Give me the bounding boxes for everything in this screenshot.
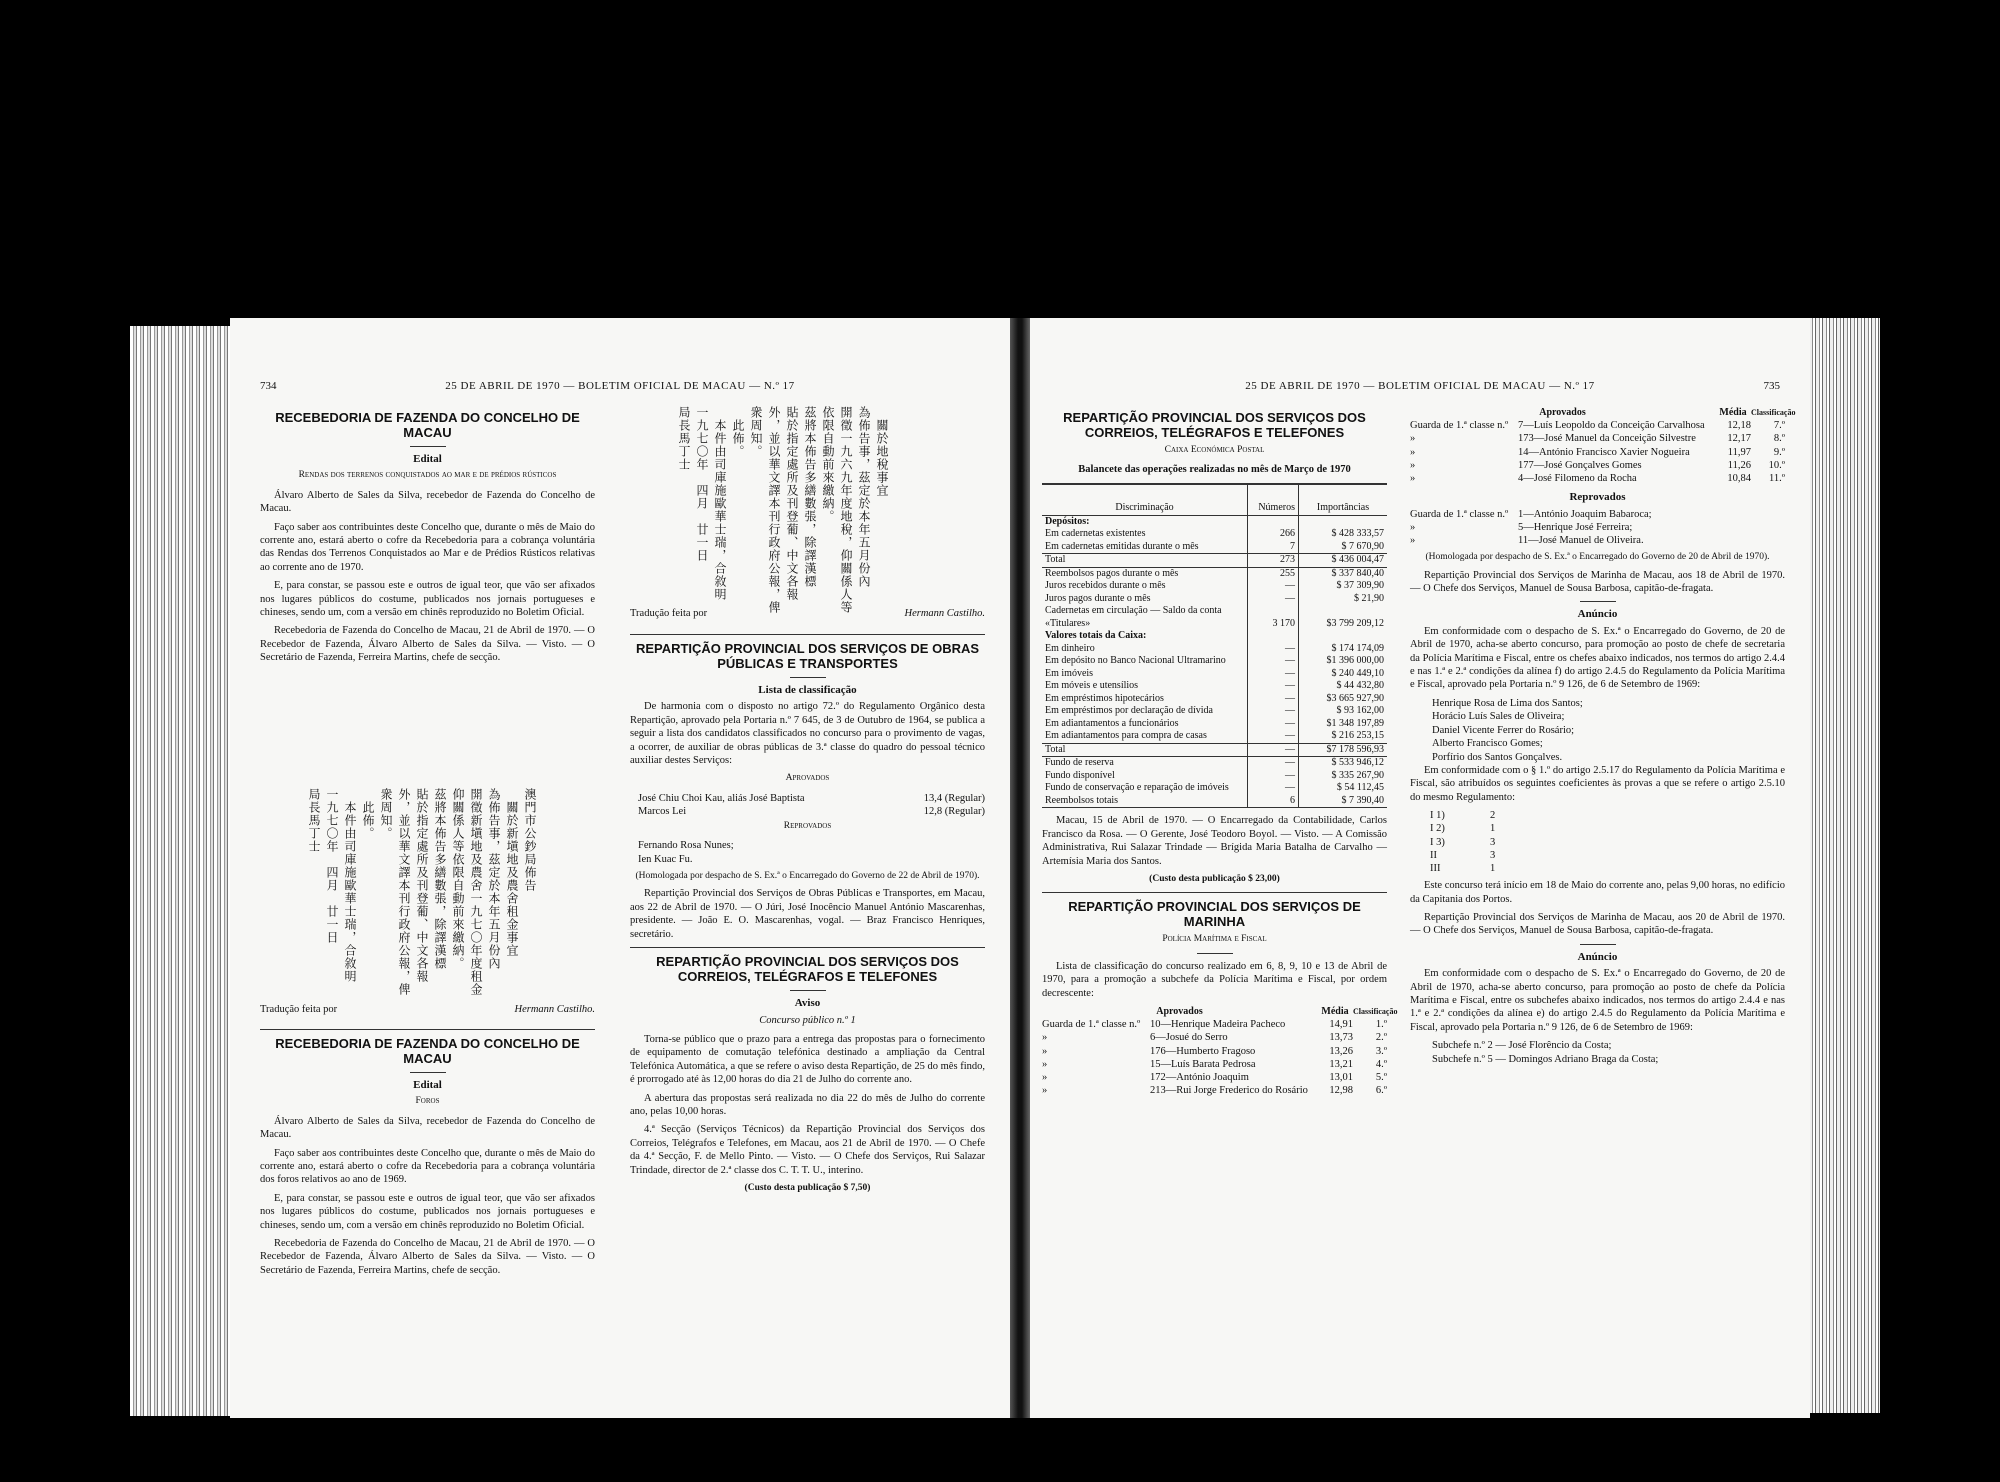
col-classificacao: Classificação	[1353, 1006, 1398, 1016]
divider	[790, 990, 826, 991]
balance-description: Juros recebidos durante o mês	[1045, 580, 1166, 592]
notice2-p2: Faço saber aos contribuintes deste Concelho que, durante o mês de Maio do corrente ano, estará aberto o cofre da Recebedoria para a cobrança voluntária dos foros relativos ao ano de 1969.	[260, 1147, 595, 1186]
balance-description: Fundo de reserva	[1042, 757, 1248, 770]
approved-row	[630, 792, 985, 805]
guard-rank: »	[1410, 433, 1416, 445]
balance-description: Em depósito no Banco Nacional Ultramarino	[1045, 655, 1226, 667]
balance-number: 3 170	[1248, 605, 1299, 630]
guard-classification: 10.º	[1768, 459, 1785, 471]
guard-classification: 7.º	[1773, 420, 1785, 432]
balance-row	[1042, 668, 1387, 681]
candidate-result: (Regular)	[944, 792, 985, 804]
translation-label: Tradução feita por	[630, 608, 708, 619]
failed-label: Reprovados	[783, 820, 832, 831]
balance-amount: $7 178 596,93	[1299, 743, 1388, 757]
approved-row	[630, 805, 985, 818]
balance-row	[1042, 515, 1387, 528]
divider	[630, 947, 985, 948]
guard-name: 10—Henrique Madeira Pacheco	[1150, 1019, 1286, 1031]
balance-row	[1042, 630, 1387, 643]
guard-average: 13,26	[1329, 1045, 1353, 1057]
guard-name: 1—António Joaquim Babaroca;	[1518, 508, 1652, 520]
coefficient-item: II	[1430, 849, 1437, 861]
balance-row	[1042, 528, 1387, 541]
balance-amount: $3 665 927,90	[1326, 692, 1384, 704]
notice1-title: RECEBEDORIA DE FAZENDA DO CONCELHO DE MACAU	[275, 410, 580, 440]
notice3-chinese-text: 關於地稅事宜 為佈告事，茲定於本年五月份內 開徵一九六九年度地稅，仰關係人等 依限自動前來繳納。 茲將本佈告多繕數張，除譯漢標 貼於指定處所及刊登葡、中文各報 外，並以華文譯本刊行政府公報，俾 衆周知。 此佈。 本件由司庫施歐華士瑞，合敘明 一九七〇年 四月 廿一日 局長馬丁士	[677, 406, 889, 614]
guard-name: 14—António Francisco Xavier Nogueira	[1518, 446, 1690, 458]
guard-name: 177—José Gonçalves Gomes	[1518, 459, 1642, 471]
anuncio1-p1: Em conformidade com o despacho de S. Ex.ª o Encarregado do Governo, de 20 de Abril de 1970, acha-se aberto concurso, para promoção ao posto de chefe de secretaria da Polícia Marítima e Fiscal, entre os chefes abaixo indicados, nos termos do artigo 2.4.4 e nas 1.ª e 2.ª condições da alínea f) do artigo 2.4.5 do Regulamento da Polícia Marítima e Fiscal, aprovado pela Portaria n.º 9 126, de 6 de Setembro de 1969:	[1410, 625, 1785, 691]
balance-description: Em adiantamentos a funcionários	[1045, 717, 1179, 729]
notice5-subject: Concurso público n.º 1	[759, 1014, 856, 1026]
notice5-title: REPARTIÇÃO PROVINCIAL DOS SERVIÇOS DOS CORREIOS, TELÉGRAFOS E TELEFONES	[656, 954, 959, 985]
guard-name: 5—Henrique José Ferreira;	[1518, 521, 1633, 533]
left-column-1	[260, 406, 595, 670]
coefficient-item: I 1)	[1430, 810, 1445, 822]
divider	[1580, 601, 1616, 602]
balance-number: —	[1248, 770, 1299, 783]
balance-amount: $ 533 946,12	[1299, 757, 1388, 770]
notice2-p4: Recebedoria de Fazenda do Concelho de Macau, 21 de Abril de 1970. — O Recebedor de Fazenda, Álvaro Alberto de Sales da Silva. — Visto. — O Secretário de Fazenda, Ferreira Martins, chefe de secção.	[260, 1238, 595, 1276]
balance-row	[1042, 795, 1387, 808]
guard-name: 11—José Manuel de Oliveira.	[1518, 535, 1644, 547]
guard-name: 176—Humberto Fragoso	[1150, 1045, 1256, 1057]
notice1-p2: Faço saber aos contribuintes deste Concelho que, durante o mês de Maio do corrente ano, estará aberto o cofre da Recebedoria para a cobrança voluntária das Rendas dos Terrenos Conquistados ao Mar e de Prédios Rústicos relativas ao corrente ano de 1970.	[260, 521, 595, 573]
balance-number	[1248, 515, 1299, 528]
notice2-subject: Foros	[415, 1096, 440, 1107]
balance-row	[1042, 743, 1387, 757]
balance-number: 266	[1248, 528, 1299, 541]
guard-classification: 6.º	[1375, 1085, 1387, 1097]
balance-description: Valores totais da Caixa:	[1045, 630, 1147, 642]
coefficient-value: 3	[1490, 849, 1496, 861]
balance-description: Em adiantamentos para compra de casas	[1045, 730, 1207, 742]
balance-number: 7	[1248, 541, 1299, 554]
notice5-kind: Aviso	[794, 997, 821, 1010]
balance-amount: $ 37 309,90	[1336, 580, 1384, 592]
classification-header	[1410, 406, 1796, 419]
left-page	[230, 318, 1010, 1418]
anuncio2-kind: Anúncio	[1577, 950, 1618, 963]
balance-amount: $ 337 840,40	[1299, 567, 1388, 580]
open-book	[130, 318, 1880, 1428]
divider	[260, 1029, 595, 1030]
balance-description: Em empréstimos por declaração de dívida	[1045, 705, 1213, 717]
classification-header	[1042, 1005, 1398, 1018]
coefficient-value: 3	[1490, 836, 1496, 848]
balance-table-body	[1042, 515, 1387, 807]
balance-description: Em empréstimos hipotecários	[1045, 692, 1164, 704]
coefficient-item: III	[1430, 862, 1441, 874]
balance-row	[1042, 580, 1387, 593]
guard-name: 6—Josué do Serro	[1150, 1032, 1228, 1044]
notice4-kind: Lista de classificação	[758, 684, 857, 696]
notice1-p1: Álvaro Alberto de Sales da Silva, recebedor de Fazenda do Concelho de Macau.	[260, 489, 595, 515]
balance-amount: $ 335 267,90	[1331, 769, 1384, 781]
guard-rank: »	[1042, 1045, 1048, 1057]
balance-subtitle: Balancete das operações realizadas no mês de Março de 1970	[1078, 464, 1351, 476]
anuncio1-p2: Em conformidade com o § 1.º do artigo 2.5.17 do Regulamento da Polícia Marítima e Fiscal, são atribuídos os seguintes coeficientes às provas a que se refere o artigo 2.5.10 do mesmo Regulamento:	[1410, 764, 1785, 803]
notice4-p2: Repartição Provincial dos Serviços de Obras Públicas e Transportes, em Macau, aos 22 de Abril de 1970. — O Júri, José Inocêncio Manuel António Mascarenhas, presidente. — João E. O. Mascarenhas, vogal. — Braz Francisco Henriques, secretário.	[630, 888, 985, 940]
guard-name: 173—José Manuel da Conceição Silvestre	[1518, 433, 1696, 445]
balance-amount: $ 7 670,90	[1341, 540, 1384, 552]
balance-number: 273	[1248, 554, 1299, 568]
anuncio1-p4: Repartição Provincial dos Serviços de Marinha de Macau, aos 20 de Abril de 1970. — O Chefe dos Serviços, Manuel de Sousa Barbosa, capitão-de-fragata.	[1410, 911, 1785, 937]
translation-label: Tradução feita por	[260, 1004, 338, 1015]
balance-row	[1042, 593, 1387, 606]
guard-rank: »	[1410, 473, 1416, 485]
divider	[410, 446, 446, 447]
divider	[1580, 944, 1616, 945]
balance-description: Reembolsos pagos durante o mês	[1042, 567, 1248, 580]
left-header-title: 25 DE ABRIL DE 1970 — BOLETIM OFICIAL DE MACAU — N.º 17	[445, 380, 795, 392]
approved-label: Aprovados	[1539, 407, 1586, 418]
marinha-p1: Lista de classificação do concurso realizado em 6, 8, 9, 10 e 13 de Abril de 1970, para a promoção a subchefe da Polícia Marítima e Fiscal, por ordem decrescente:	[1042, 960, 1387, 999]
notice1-chinese-text: 澳門市公鈔局佈告 關於新塡地及農舍租金事宜 為佈告事，茲定於本年五月份內 開徵新塡地及農舍一九七〇年度租金 仰關係人等依限自動前來繳納。 茲將本佈告多繕數張，除譯漢標 貼於指定處所及刊登葡、中文各報 外，並以華文譯本刊行政府公報，俾 衆周知。 此佈。 本件由司庫施歐華士瑞，合敘明 一九七〇年 四月 廿一日 局長馬丁士	[307, 788, 537, 996]
translator-name: Hermann Castilho.	[514, 1004, 595, 1015]
notice4-p1: De harmonia com o disposto no artigo 72.º do Regulamento Orgânico desta Repartição, aprovado pela Portaria n.º 7 645, de 3 de Outubro de 1964, se publica a seguir a lista dos candidatos classificados no concurso para o provimento de vagas, a ocorrer, de auxiliar de obras públicas de 3.ª classe do quadro do pessoal técnico auxiliar destes Serviços:	[630, 701, 985, 767]
guard-classification: 4.º	[1375, 1058, 1387, 1070]
balance-number: —	[1248, 668, 1299, 681]
guard-average: 14,91	[1329, 1019, 1353, 1031]
balance-row	[1042, 541, 1387, 554]
col-importancias: Importâncias	[1299, 484, 1388, 516]
candidate-name: Marcos Lei	[638, 805, 687, 817]
guard-average: 10,84	[1727, 473, 1751, 485]
guard-classification: 1.º	[1375, 1019, 1387, 1031]
balance-amount: $3 799 209,12	[1326, 617, 1384, 629]
anuncio1-p3: Este concurso terá início em 18 de Maio do corrente ano, pelas 9,00 horas, no edifício da Capitania dos Portos.	[1410, 880, 1785, 905]
guard-rank: »	[1042, 1032, 1048, 1044]
failed-list	[1410, 508, 1785, 548]
anuncio2-p1: Em conformidade com o despacho de S. Ex.ª o Encarregado do Governo, de 20 de Abril de 1970, acha-se aberto concurso, para promoção ao posto de chefe da Polícia Marítima e Fiscal, entre os subchefes abaixo indicados, nos termos do artigo 2.4.4 e nas 1.ª e 2.ª condições da alínea e) do artigo 2.4.5 do Regulamento da Polícia Marítima e Fiscal, aprovado pela Portaria n.º 9 126, de 6 de Setembro de 1969:	[1410, 968, 1785, 1033]
guard-average: 12,98	[1329, 1085, 1353, 1097]
balance-number: —	[1248, 680, 1299, 693]
guard-rank: »	[1042, 1085, 1048, 1097]
approved-label: Aprovados	[1156, 1005, 1203, 1017]
coefficient-value: 1	[1490, 862, 1496, 874]
notice2	[260, 1023, 595, 1282]
balance-description: Juros pagos durante o mês	[1045, 592, 1151, 604]
balance-number: —	[1248, 655, 1299, 668]
col-media: Média	[1321, 1005, 1349, 1017]
balance-row	[1042, 655, 1387, 668]
divider	[630, 634, 985, 635]
candidate-name: Subchefe n.º 2 — José Florêncio da Costa;	[1432, 1040, 1612, 1052]
balance-amount	[1299, 630, 1388, 643]
notice1-p3: E, para constar, se passou este e outros de igual teor, que vão ser afixados nos lugares públicos do costume, publicados nos jornais portugueses e chineses, sendo um, com a versão em chinês reproduzido no Boletim Oficial.	[260, 580, 595, 619]
balance-amount: $ 216 253,15	[1331, 730, 1384, 742]
coefficient-value: 1	[1490, 823, 1496, 835]
notice2-title: RECEBEDORIA DE FAZENDA DO CONCELHO DE MACAU	[275, 1036, 580, 1066]
balance-signatures: Macau, 15 de Abril de 1970. — O Encarregado da Contabilidade, Carlos Francisco da Rosa. — O Gerente, José Teodoro Boyol. — Visto. — A Comissão Administrativa, Rui Salazar Trindade — Brígida Maria Batalha de Carvalho — Artemísia Maria dos Santos.	[1042, 815, 1387, 867]
balance-amount: $ 174 174,09	[1331, 642, 1384, 654]
guard-rank: Guarda de 1.ª classe n.º	[1410, 508, 1509, 520]
notice1-p4: Recebedoria de Fazenda do Concelho de Macau, 21 de Abril de 1970. — O Recebedor de Fazenda, Álvaro Alberto de Sales da Silva. — Visto. — O Secretário de Fazenda, Ferreira Martins, chefe de secção.	[260, 625, 595, 664]
candidate-name: Horácio Luís Sales de Oliveira;	[1432, 711, 1565, 723]
balance-description: Depósitos:	[1045, 515, 1090, 527]
balance-row	[1042, 605, 1387, 630]
marinha-title: REPARTIÇÃO PROVINCIAL DOS SERVIÇOS DE MARINHA	[1068, 899, 1361, 930]
divider	[410, 1072, 446, 1073]
guard-rank: Guarda de 1.ª classe n.º	[1042, 1019, 1141, 1031]
notice2-p3: E, para constar, se passou este e outros de igual teor, que vão ser afixados nos lugares públicos do costume, publicados nos jornais portugueses e chineses, sendo um, com a versão em chinês reproduzido no Boletim Oficial.	[260, 1192, 595, 1231]
guard-name: 7—Luís Leopoldo da Conceição Carvalhosa	[1518, 420, 1705, 432]
balance-row	[1042, 643, 1387, 656]
balance-description: Fundo de conservação e reparação de imóveis	[1045, 782, 1229, 794]
balance-row	[1042, 782, 1387, 795]
publication-cost: (Custo desta publicação $ 23,00)	[1149, 873, 1280, 884]
balance-unit: Caixa Económica Postal	[1164, 445, 1265, 455]
balance-description: Cadernetas em circulação — Saldo da conta «Titulares»	[1045, 605, 1222, 629]
guard-average: 12,18	[1727, 420, 1751, 432]
notice1-translation-line	[260, 1004, 595, 1015]
balance-number: —	[1248, 693, 1299, 706]
approved-label: Aprovados	[785, 773, 830, 784]
guard-classification: 8.º	[1773, 433, 1785, 445]
coefficient-item: I 2)	[1430, 823, 1445, 835]
homologation-note: (Homologada por despacho de S. Ex.ª o Encarregado do Governo de 22 de Abril de 1970).	[635, 871, 980, 882]
balance-amount: $ 436 004,47	[1299, 554, 1388, 568]
balance-amount: $ 7 390,40	[1341, 794, 1384, 806]
right-column-1	[1042, 406, 1398, 1097]
col-media: Média	[1719, 407, 1747, 418]
guard-rank: »	[1042, 1071, 1048, 1083]
balance-number: —	[1248, 757, 1299, 770]
guard-average: 13,21	[1329, 1058, 1353, 1070]
guard-classification: 9.º	[1773, 446, 1785, 458]
balance-row	[1042, 693, 1387, 706]
guard-classification: 11.º	[1769, 473, 1785, 485]
divider	[1197, 953, 1233, 954]
guard-rank: »	[1410, 521, 1416, 533]
guard-average: 13,01	[1329, 1071, 1353, 1083]
coefficient-value: 2	[1490, 810, 1496, 822]
notice5-p3: 4.ª Secção (Serviços Técnicos) da Repartição Provincial dos Serviços dos Correios, Telégrafos e Telefones, em Macau, aos 21 de Abril de 1970. — O Chefe da 4.ª Secção, F. de Mello Pinto. — Visto. — O Chefe dos Serviços, Rui Salazar Trindade, director de 2.ª classe dos C. T. T. U., interino.	[630, 1124, 985, 1176]
balance-number: —	[1248, 593, 1299, 606]
balance-number: —	[1248, 718, 1299, 731]
guard-classification: 2.º	[1375, 1032, 1387, 1044]
balance-description: Reembolsos totais	[1045, 794, 1119, 806]
balance-number: —	[1248, 730, 1299, 743]
balance-row	[1042, 718, 1387, 731]
candidate-name: Subchefe n.º 5 — Domingos Adriano Braga da Costa;	[1432, 1053, 1659, 1065]
divider	[790, 677, 826, 678]
guard-rank: Guarda de 1.ª classe n.º	[1410, 420, 1509, 432]
guard-average: 12,17	[1727, 433, 1751, 445]
failed-name: Ien Kuac Fu.	[638, 853, 693, 865]
balance-description: Em móveis e utensílios	[1045, 680, 1139, 692]
balance-description: Em cadernetas existentes	[1045, 528, 1146, 540]
notice5-p1: Torna-se público que o prazo para a entrega das propostas para o fornecimento de equipamento de comutação telefónica destinado a ampliação da Central Telefónica Automática, a que se refere o aviso desta Repartição, de 25 do mês findo, é prorrogado até às 12,00 horas do dia 21 de Julho do corrente ano.	[630, 1033, 985, 1086]
balance-number: —	[1248, 643, 1299, 656]
balance-row	[1042, 680, 1387, 693]
guard-classification: 3.º	[1375, 1045, 1387, 1057]
candidate-name: Daniel Vicente Ferrer do Rosário;	[1432, 724, 1575, 736]
notice1-kind: Edital	[413, 453, 442, 465]
guard-rank: »	[1410, 535, 1416, 547]
balance-row	[1042, 554, 1387, 568]
balance-row	[1042, 705, 1387, 718]
balance-description: Em imóveis	[1045, 667, 1094, 679]
right-page	[1030, 318, 1810, 1418]
guard-rank: »	[1410, 459, 1416, 471]
book-gutter	[1010, 318, 1030, 1418]
balance-amount: $ 54 112,45	[1336, 782, 1384, 794]
anuncio1-kind: Anúncio	[1577, 608, 1618, 621]
balance-row	[1042, 567, 1387, 580]
publication-cost: (Custo desta publicação $ 7,50)	[744, 1182, 871, 1193]
balance-description: Total	[1042, 743, 1248, 757]
balance-amount: $ 93 162,00	[1336, 705, 1384, 717]
translator-name: Hermann Castilho.	[904, 608, 985, 619]
balance-number: 6	[1248, 795, 1299, 808]
coefficient-item: I 3)	[1430, 836, 1445, 848]
marinha2-p1: Repartição Provincial dos Serviços de Marinha de Macau, aos 18 de Abril de 1970. — O Chefe dos Serviços, Manuel de Sousa Barbosa, capitão-de-fragata.	[1410, 569, 1785, 595]
left-page-number: 734	[260, 380, 277, 392]
balance-amount: $ 428 333,57	[1331, 528, 1384, 540]
divider	[1042, 892, 1387, 893]
candidate-score: 12,8	[923, 805, 943, 817]
balance-amount: $1 396 000,00	[1326, 655, 1384, 667]
classification-list	[1410, 419, 1785, 485]
balance-title: REPARTIÇÃO PROVINCIAL DOS SERVIÇOS DOS CORREIOS, TELÉGRAFOS E TELEFONES	[1063, 410, 1366, 440]
right-column-2	[1410, 406, 1796, 1066]
balance-table	[1042, 483, 1387, 808]
notice5-p2: A abertura das propostas será realizada no dia 22 do mês de Julho do corrente ano, pelas 10,00 horas.	[630, 1092, 985, 1117]
guard-rank: »	[1410, 446, 1416, 458]
candidate-name: Alberto Francisco Gomes;	[1432, 738, 1543, 750]
balance-amount: $ 44 432,80	[1336, 680, 1384, 692]
balance-number: 255	[1248, 567, 1299, 580]
balance-number	[1248, 630, 1299, 643]
balance-description: Em dinheiro	[1045, 642, 1095, 654]
balance-number: —	[1248, 705, 1299, 718]
balance-number: —	[1248, 743, 1299, 757]
guard-name: 15—Luís Barata Pedrosa	[1150, 1058, 1256, 1070]
col-numeros: Números	[1248, 484, 1299, 516]
balance-description: Fundo disponível	[1045, 769, 1115, 781]
guard-name: 4—José Filomeno da Rocha	[1518, 473, 1637, 485]
failed-name: Fernando Rosa Nunes;	[638, 840, 734, 852]
col-discriminacao: Discriminação	[1042, 484, 1248, 516]
candidate-name: José Chiu Choi Kau, aliás José Baptista	[638, 792, 805, 804]
balance-number: —	[1248, 580, 1299, 593]
balance-amount: $1 348 197,89	[1326, 717, 1384, 729]
coefficients-list	[1410, 809, 1785, 875]
candidate-score: 13,4	[923, 792, 943, 804]
guard-rank: »	[1042, 1058, 1048, 1070]
balance-amount	[1299, 515, 1388, 528]
notice1-subject: Rendas dos terrenos conquistados ao mar e de prédios rústicos	[298, 470, 557, 481]
guard-classification: 5.º	[1375, 1071, 1387, 1083]
balance-description: Total	[1042, 554, 1248, 568]
page-edges-left	[130, 326, 240, 1416]
guard-average: 11,97	[1727, 446, 1751, 458]
col-classificacao: Classificação	[1751, 408, 1796, 417]
left-column-2	[630, 628, 985, 1195]
right-header-title: 25 DE ABRIL DE 1970 — BOLETIM OFICIAL DE MACAU — N.º 17	[1245, 380, 1595, 392]
notice2-kind: Edital	[413, 1079, 442, 1091]
balance-row	[1042, 757, 1387, 770]
balance-description: Em cadernetas emitidas durante o mês	[1045, 540, 1199, 552]
balance-row	[1042, 770, 1387, 783]
candidate-names	[1410, 697, 1785, 764]
balance-amount: $ 240 449,10	[1331, 667, 1384, 679]
guard-name: 172—António Joaquim	[1150, 1071, 1249, 1083]
homologation-note: (Homologada por despacho de S. Ex.ª o Encarregado do Governo de 20 de Abril de 1970).	[1425, 552, 1770, 563]
candidate-name: Henrique Rosa de Lima dos Santos;	[1432, 697, 1583, 709]
divider	[1042, 807, 1387, 808]
notice3-translation-line	[630, 608, 985, 619]
notice4-title: REPARTIÇÃO PROVINCIAL DOS SERVIÇOS DE OBRAS PÚBLICAS E TRANSPORTES	[635, 641, 980, 671]
balance-amount: $ 21,90	[1354, 592, 1384, 604]
candidate-name: Porfírio dos Santos Gonçalves.	[1432, 751, 1563, 763]
marinha-unit: Polícia Marítima e Fiscal	[1162, 934, 1267, 945]
classification-list	[1042, 1018, 1387, 1097]
guard-average: 13,73	[1329, 1032, 1353, 1044]
guard-average: 11,26	[1727, 459, 1751, 471]
candidate-names	[1410, 1039, 1785, 1066]
guard-name: 213—Rui Jorge Frederico do Rosário	[1150, 1085, 1308, 1097]
balance-number: —	[1248, 782, 1299, 795]
notice2-p1: Álvaro Alberto de Sales da Silva, recebedor de Fazenda do Concelho de Macau.	[260, 1115, 595, 1141]
right-page-number: 735	[1763, 380, 1780, 392]
failed-label: Reprovados	[1569, 491, 1626, 504]
candidate-result: (Regular)	[944, 805, 985, 817]
balance-row	[1042, 730, 1387, 743]
